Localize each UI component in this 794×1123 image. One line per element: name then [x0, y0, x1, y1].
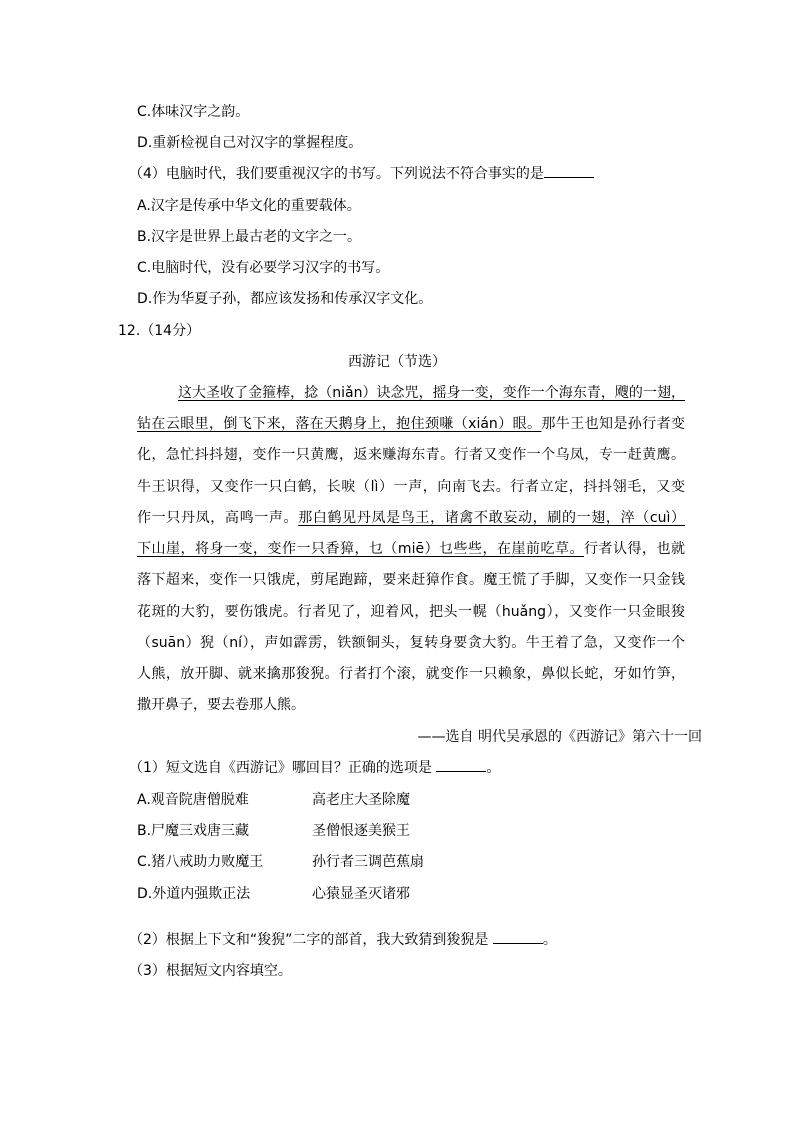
option-second-title: 圣僧恨逐美猴王 — [312, 823, 410, 839]
passage-title: 西游记（节选） — [348, 354, 446, 370]
q4-option-b: B.汉字是世界上最古老的文字之一。 — [137, 229, 362, 245]
option-second-title: 孙行者三调芭蕉扇 — [312, 854, 424, 870]
sub-question-2 — [129, 929, 557, 951]
underlined-text: 钻在云眼里，倒飞下来，落在天鹅身上，抱住颈嗛（xián）眼。 — [137, 416, 542, 432]
option-label: D.外道内强欺正法 — [137, 886, 251, 902]
passage-line: 落下超来，变作一只饿虎，剪尾跑蹄，要来赶獐作食。魔王慌了手脚，又变作一只金钱 — [137, 572, 685, 588]
passage-line — [137, 538, 685, 560]
passage-line: 牛王识得，又变作一只白鹤，长唳（lì）一声，向南飞去。行者立定，抖抖翎毛，又变 — [137, 479, 685, 495]
question-text: （2）根据上下文和“狻猊”二字的部首，我大致猜到狻猊是 — [129, 932, 489, 948]
passage-line: 这大圣收了金箍棒，捻（niǎn）诀念咒，摇身一变，变作一个海东青，飕的一翅， — [178, 385, 685, 401]
q1-option-c — [137, 851, 424, 873]
question-4 — [129, 163, 594, 185]
option-d: D.重新检视自己对汉字的掌握程度。 — [137, 135, 363, 151]
passage-line: 花斑的大豹，要伤饿虎。行者见了，迎着风，把头一幌（huǎng），又变作一只金眼狻 — [137, 604, 685, 620]
option-label: C.猪八戒助力败魔王 — [137, 854, 264, 870]
sub-question-3: （3）根据短文内容填空。 — [129, 963, 292, 979]
passage-text: 那牛王也知是孙行者变 — [541, 416, 685, 432]
underlined-text: 那白鹤见丹凤是鸟王，诸禽不敢妄动，刷的一翅，淬（cuì） — [298, 510, 686, 526]
punctuation: 。 — [486, 760, 501, 776]
answer-blank[interactable] — [436, 757, 486, 772]
passage-line: 化，急忙抖抖翅，变作一只黄鹰，返来赚海东青。行者又变作一个乌凤，专一赶黄鹰。 — [137, 447, 685, 463]
option-label: A.观音院唐僧脱难 — [137, 792, 249, 808]
q4-option-d: D.作为华夏子孙，都应该发扬和传承汉字文化。 — [137, 291, 433, 307]
question-4-text: （4）电脑时代，我们要重视汉字的书写。下列说法不符合事实的是 — [129, 166, 544, 182]
passage-line — [137, 413, 685, 435]
question-number: 12.（14分） — [118, 323, 201, 339]
option-c: C.体味汉字之韵。 — [137, 104, 250, 120]
q1-option-a — [137, 789, 410, 811]
q1-option-d — [137, 883, 410, 905]
punctuation: 。 — [542, 932, 557, 948]
passage-source: ——选自 明代吴承恩的《西游记》第六十一回 — [417, 729, 702, 745]
passage-line: 撒开鼻子，要去卷那人熊。 — [137, 697, 305, 713]
question-text: （1）短文选自《西游记》哪回目？正确的选项是 — [129, 760, 432, 776]
answer-blank[interactable] — [544, 163, 594, 178]
passage-line — [137, 507, 685, 529]
passage-text: 行者认得，也就 — [584, 541, 686, 557]
passage-line: 人熊，放开脚、就来擒那狻猊。行者打个滚，就变作一只赖象，鼻似长蛇，牙如竹笋， — [137, 666, 685, 682]
underlined-text: 下山崖，将身一变，变作一只香獐，乜（miē）乜些些，在崖前吃草。 — [137, 541, 585, 557]
answer-blank[interactable] — [493, 929, 543, 944]
option-label: B.尸魔三戏唐三藏 — [137, 823, 250, 839]
q4-option-c: C.电脑时代，没有必要学习汉字的书写。 — [137, 260, 390, 276]
option-second-title: 心猿显圣灭诸邪 — [312, 886, 410, 902]
q1-option-b — [137, 820, 410, 842]
passage-line: （suān）猊（ní），声如霹雳，铁额铜头，复转身要贪大豹。牛王着了急，又变作一个 — [137, 635, 685, 651]
passage-text: 作一只丹凤，高鸣一声。 — [137, 510, 299, 526]
sub-question-1 — [129, 757, 500, 779]
option-second-title: 高老庄大圣除魔 — [312, 792, 410, 808]
q4-option-a: A.汉字是传承中华文化的重要载体。 — [137, 198, 361, 214]
